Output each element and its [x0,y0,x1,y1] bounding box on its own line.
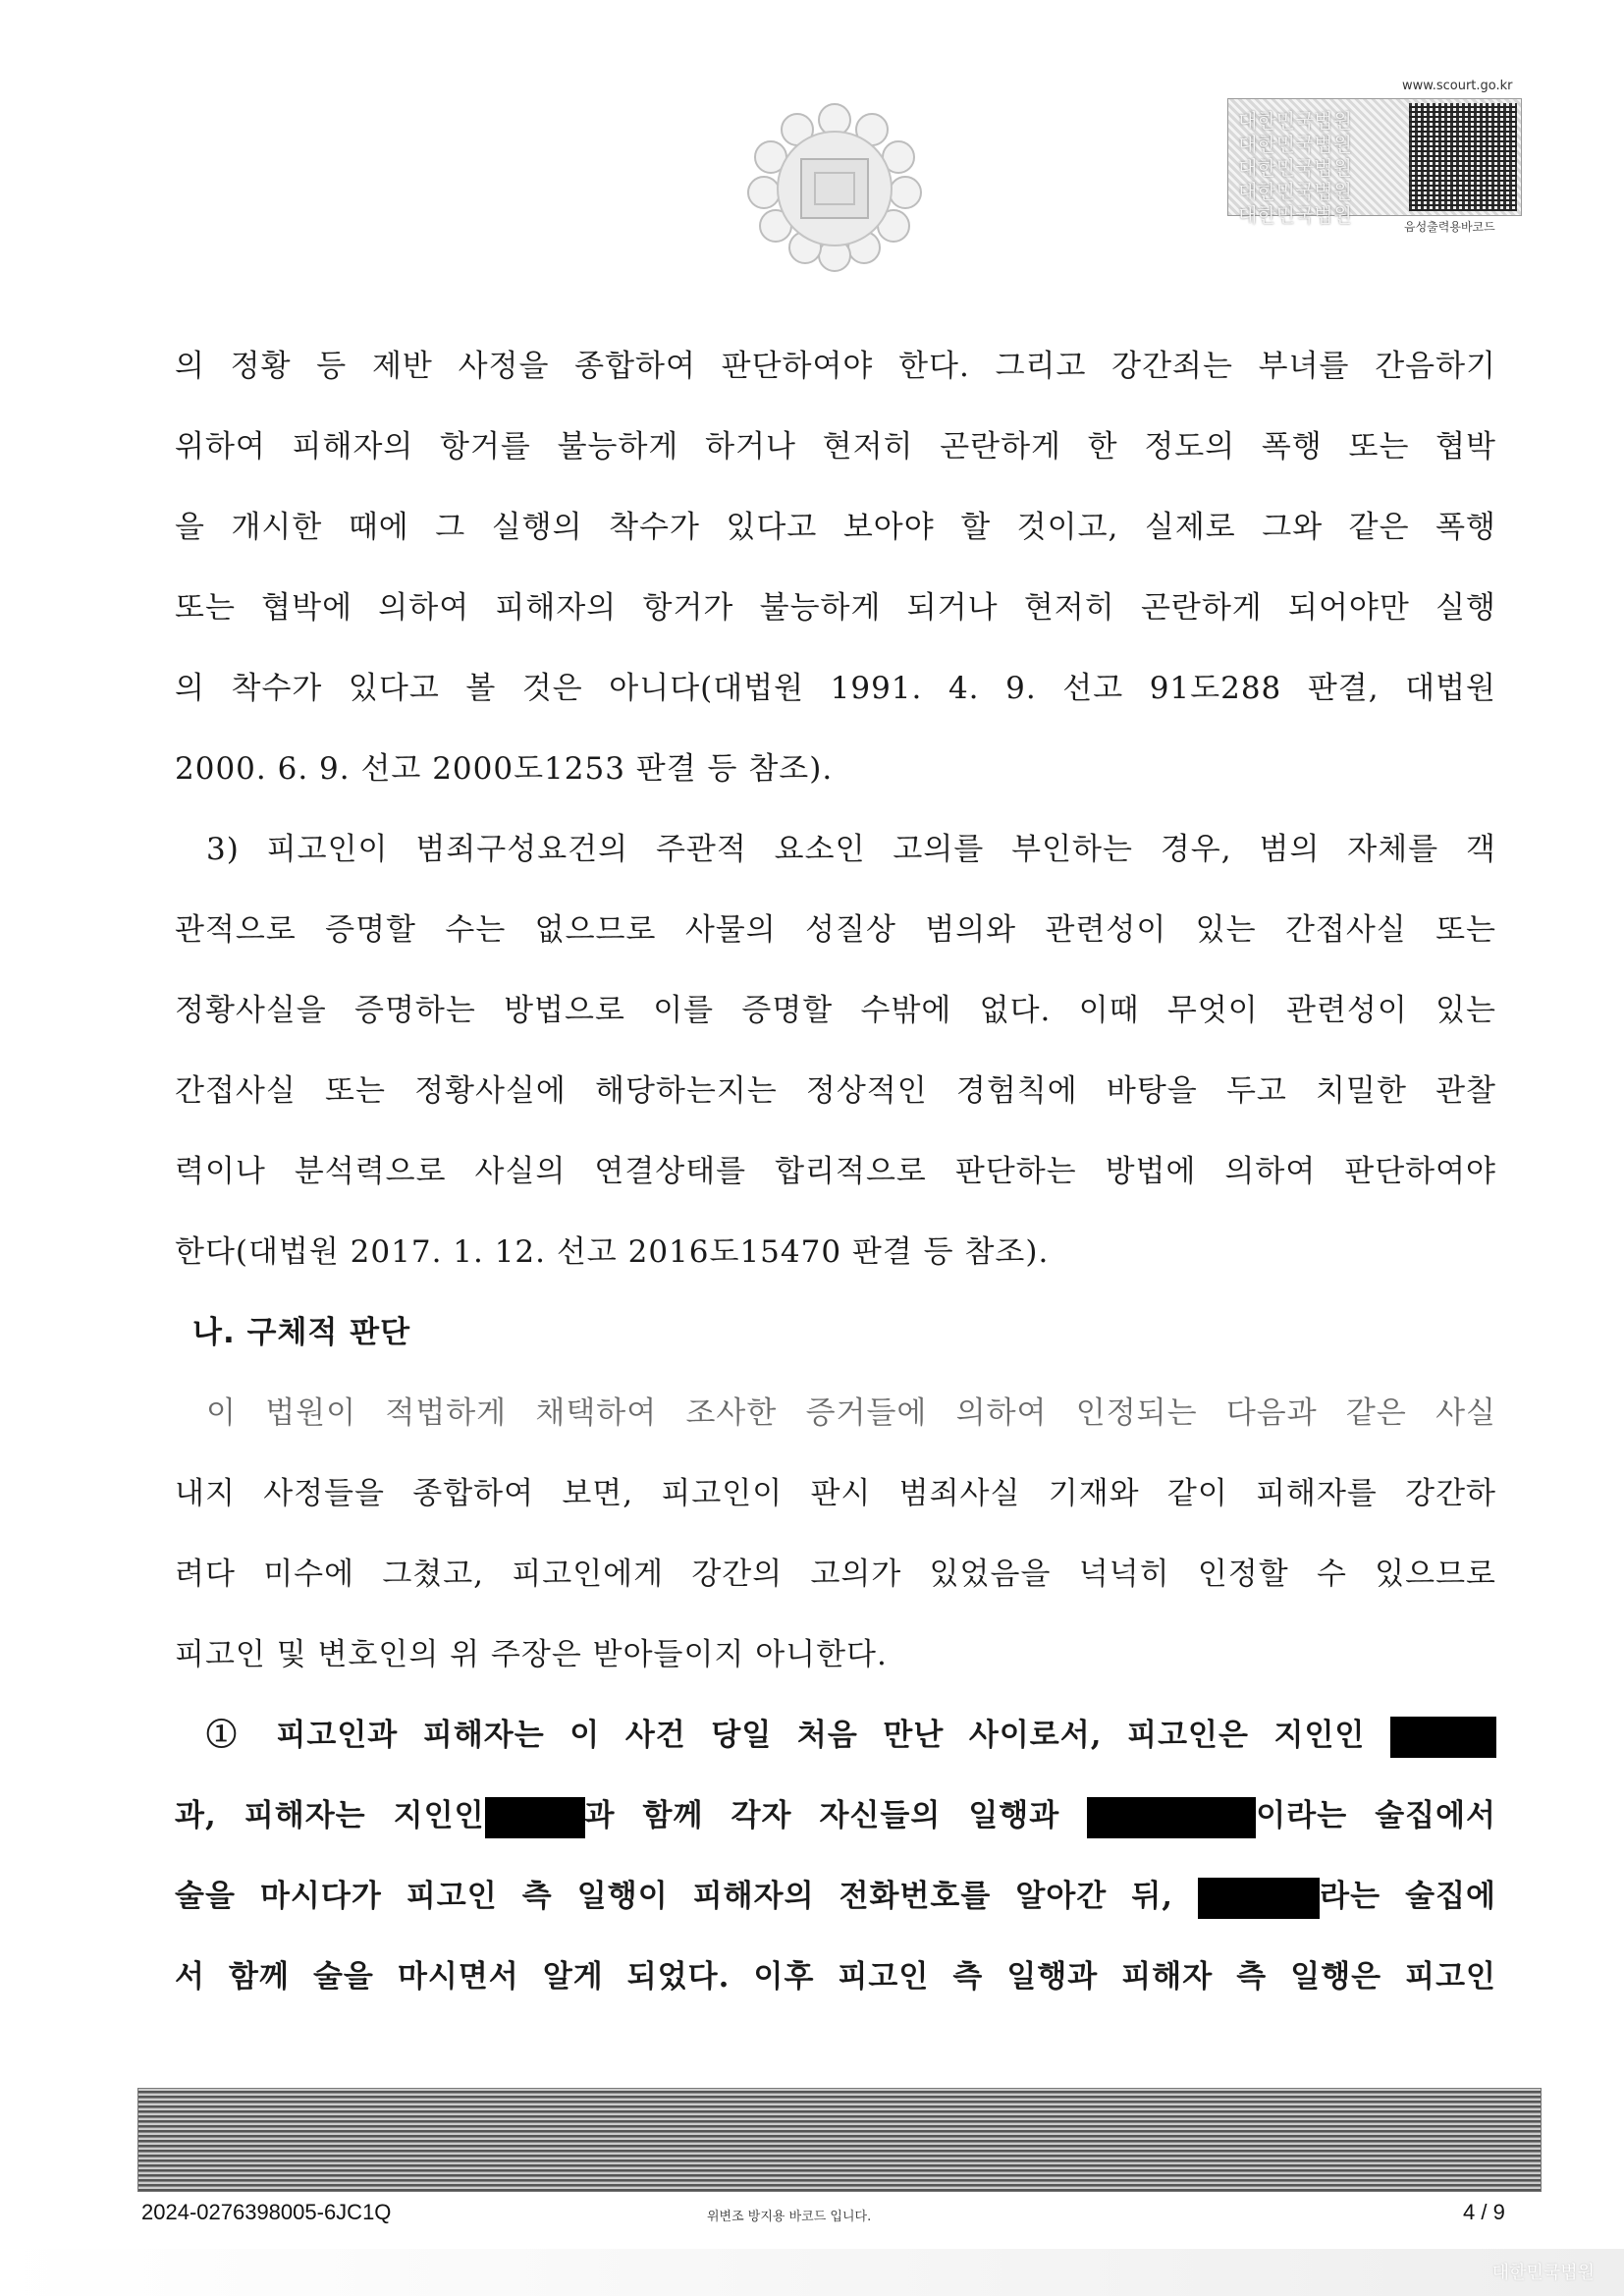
redaction-box [1198,1878,1320,1919]
barcode-notice: 위변조 방지용 바코드 입니다. [707,2210,872,2224]
text-line [175,1856,1496,1937]
redaction-box [485,1797,585,1838]
court-watermark-stamp: 대한민국법원 대한민국법원 대한민국법원 대한민국법원 대한민국법원 [1238,109,1352,227]
page-number: 4 / 9 [1463,2200,1505,2224]
text-line: 려다 미수에 그쳤고, 피고인에게 강간의 고의가 있었음을 넉넉히 인정할 수 있으므로 [175,1557,1496,1592]
text-segment: 이라는 술집에서 [1256,1798,1496,1833]
text-line: 이 법원이 적법하게 채택하여 조사한 증거들에 의하여 인정되는 다음과 같은 사실 [206,1395,1496,1431]
redaction-box [1390,1717,1496,1758]
court-watermark: 대한민국법원 [1491,2263,1595,2283]
text-line: 피고인 및 변호인의 위 주장은 받아들이지 아니한다. [175,1637,888,1672]
redaction-box [1087,1797,1256,1838]
text-line: 의 정황 등 제반 사정을 종합하여 판단하여야 한다. 그리고 강간죄는 부녀를 간음하기 [175,349,1496,384]
document-body [175,326,1496,2017]
text-line: 또는 협박에 의하여 피해자의 항거가 불능하게 되거나 현저히 곤란하게 되어야만 실행 [175,590,1496,626]
text-segment: 과, 피해자는 지인인 [175,1798,485,1833]
text-segment: 술을 마시다가 피고인 측 일행이 피해자의 전화번호를 알아간 뒤, [175,1879,1174,1914]
text-line: 정황사실을 증명하는 방법으로 이를 증명할 수밖에 없다. 이때 무엇이 관련성이 있는 [175,993,1496,1028]
anti-forgery-barcode [137,2088,1542,2192]
court-seal-logo [736,98,933,275]
barcode-caption: 음성출력용바코드 [1404,220,1495,234]
text-line: 력이나 분석력으로 사실의 연결상태를 합리적으로 판단하는 방법에 의하여 판단하여야 [175,1154,1496,1189]
bottom-band [0,2249,1624,2296]
text-line [175,1776,1496,1856]
text-segment: 과 함께 각자 자신들의 일행과 [584,1798,1060,1833]
qr-code [1409,103,1517,211]
text-line: 2000. 6. 9. 선고 2000도1253 판결 등 참조). [175,751,834,787]
text-line: 간접사실 또는 정황사실에 해당하는지는 정상적인 경험칙에 바탕을 두고 치밀한 관찰 [175,1073,1496,1109]
text-line: 의 착수가 있다고 볼 것은 아니다(대법원 1991. 4. 9. 선고 91도288 판결, 대법원 [175,671,1496,706]
text-line: 관적으로 증명할 수는 없으므로 사물의 성질상 범의와 관련성이 있는 간접사실 또는 [175,912,1496,948]
text-line: 위하여 피해자의 항거를 불능하게 하거나 현저히 곤란하게 한 정도의 폭행 또는 협박 [175,429,1496,465]
text-line: 을 개시한 때에 그 실행의 착수가 있다고 보아야 할 것이고, 실제로 그와 같은 폭행 [175,510,1496,545]
text-line: 3) 피고인이 범죄구성요건의 주관적 요소인 고의를 부인하는 경우, 범의 자체를 객 [206,832,1496,867]
text-line: 내지 사정들을 종합하여 보면, 피고인이 판시 범죄사실 기재와 같이 피해자를 강간하 [175,1476,1496,1511]
text-line: 한다(대법원 2017. 1. 12. 선고 2016도15470 판결 등 참조). [175,1234,1050,1270]
document-id: 2024-0276398005-6JC1Q [141,2200,392,2224]
text-segment: ① 피고인과 피해자는 이 사건 당일 처음 만난 사이로서, 피고인은 지인인 [206,1718,1366,1753]
text-line: 서 함께 술을 마시면서 알게 되었다. 이후 피고인 측 일행과 피해자 측 일행은 피고인 [175,1959,1496,1995]
text-line [175,1695,1496,1776]
section-heading: 나. 구체적 판단 [192,1315,411,1350]
site-url: www.scourt.go.kr [1402,79,1513,93]
text-segment: 라는 술집에 [1320,1879,1496,1914]
